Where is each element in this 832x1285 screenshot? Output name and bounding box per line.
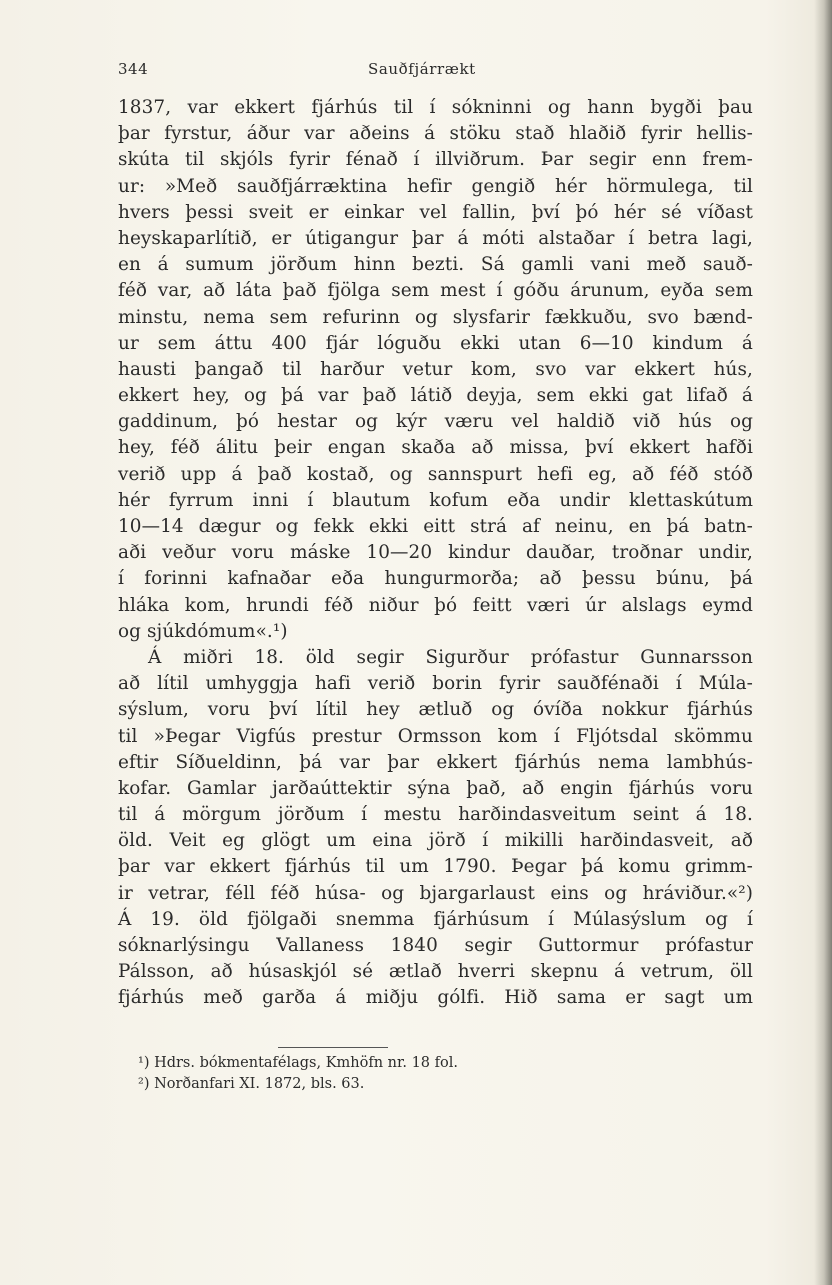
text-line: eftir Síðueldinn, þá var þar ekkert fjárhús nema lambhús- <box>118 751 753 773</box>
text-line: féð var, að láta það fjölga sem mest í góðu árunum, eyða sem <box>118 280 753 302</box>
text-line: sýslum, voru því lítil hey ætluð og óvíða nokkur fjárhús <box>118 699 753 721</box>
page-header <box>118 60 753 84</box>
text-line: ur sem áttu 400 fjár lóguðu ekki utan 6—10 kindum á <box>118 332 753 354</box>
text-line: hausti þangað til harður vetur kom, svo var ekkert hús, <box>118 358 753 380</box>
text-line: til »Þegar Vigfús prestur Ormsson kom í Fljótsdal skömmu <box>118 725 753 747</box>
running-title: Sauðfjárrækt <box>368 60 476 78</box>
text-line: öld. Veit eg glögt um eina jörð í mikilli harðindasveit, að <box>118 830 753 852</box>
text-line: og sjúkdómum«.¹) <box>118 620 288 642</box>
text-line: ur: »Með sauðfjárræktina hefir gengið hér hörmulega, til <box>118 175 753 197</box>
text-line: gaddinum, þó hestar og kýr væru vel haldið við hús og <box>118 411 753 433</box>
text-line: Á 19. öld fjölgaði snemma fjárhúsum í Múlasýslum og í <box>118 908 753 930</box>
text-line: en á sumum jörðum hinn bezti. Sá gamli vani með sauð- <box>118 254 753 276</box>
text-line: ir vetrar, féll féð húsa- og bjargarlaust eins og hráviður.«²) <box>118 882 753 904</box>
text-line: 1837, var ekkert fjárhús til í sókninni og hann bygði þau <box>118 97 753 118</box>
body-text <box>118 95 753 1012</box>
text-line: verið upp á það kostað, og sannspurt hefi eg, að féð stóð <box>118 463 753 485</box>
text-line: hvers þessi sveit er einkar vel fallin, því þó hér sé víðast <box>118 201 753 223</box>
page-edge-shadow <box>814 0 832 1285</box>
footnote-divider <box>278 1047 388 1048</box>
page-number: 344 <box>118 60 149 78</box>
text-line: kofar. Gamlar jarðaúttektir sýna það, að engin fjárhús voru <box>118 777 753 799</box>
footnote: ¹) Hdrs. bókmentafélags, Kmhöfn nr. 18 fol. <box>138 1055 458 1071</box>
text-line: Á miðri 18. öld segir Sigurður prófastur Gunnarsson <box>148 646 753 668</box>
text-line: heyskaparlítið, er útigangur þar á móti alstaðar í betra lagi, <box>118 227 753 249</box>
text-line: hláka kom, hrundi féð niður þó feitt væri úr alslags eymd <box>118 594 753 616</box>
text-line: hér fyrrum inni í blautum kofum eða undir klettaskútum <box>118 489 753 511</box>
text-line: aði veður voru máske 10—20 kindur dauðar, troðnar undir, <box>118 542 753 564</box>
text-line: skúta til skjóls fyrir fénað í illviðrum. Þar segir enn frem- <box>118 149 753 171</box>
text-line: þar fyrstur, áður var aðeins á stöku stað hlaðið fyrir hellis- <box>118 123 753 145</box>
footnote: ²) Norðanfari XI. 1872, bls. 63. <box>138 1076 365 1092</box>
text-line: Pálsson, að húsaskjól sé ætlað hverri skepnu á vetrum, öll <box>118 961 753 983</box>
text-line: ekkert hey, og þá var það látið deyja, sem ekki gat lifað á <box>118 385 753 407</box>
text-line: minstu, nema sem refurinn og slysfarir fækkuðu, svo bænd- <box>118 306 753 328</box>
text-line: þar var ekkert fjárhús til um 1790. Þegar þá komu grimm- <box>118 856 753 878</box>
text-line: 10—14 dægur og fekk ekki eitt strá af neinu, en þá batn- <box>118 516 753 537</box>
footnotes <box>118 1053 753 1095</box>
text-line: að lítil umhyggja hafi verið borin fyrir sauðfénaði í Múla- <box>118 673 753 695</box>
text-line: í forinni kafnaðar eða hungurmorða; að þessu búnu, þá <box>118 568 753 590</box>
text-line: til á mörgum jörðum í mestu harðindasveitum seint á 18. <box>118 804 753 826</box>
text-line: hey, féð álitu þeir engan skaða að missa, því ekkert hafði <box>118 437 753 459</box>
text-line: sóknarlýsingu Vallaness 1840 segir Guttormur prófastur <box>118 935 753 956</box>
text-line: fjárhús með garða á miðju gólfi. Hið sama er sagt um <box>118 987 753 1009</box>
